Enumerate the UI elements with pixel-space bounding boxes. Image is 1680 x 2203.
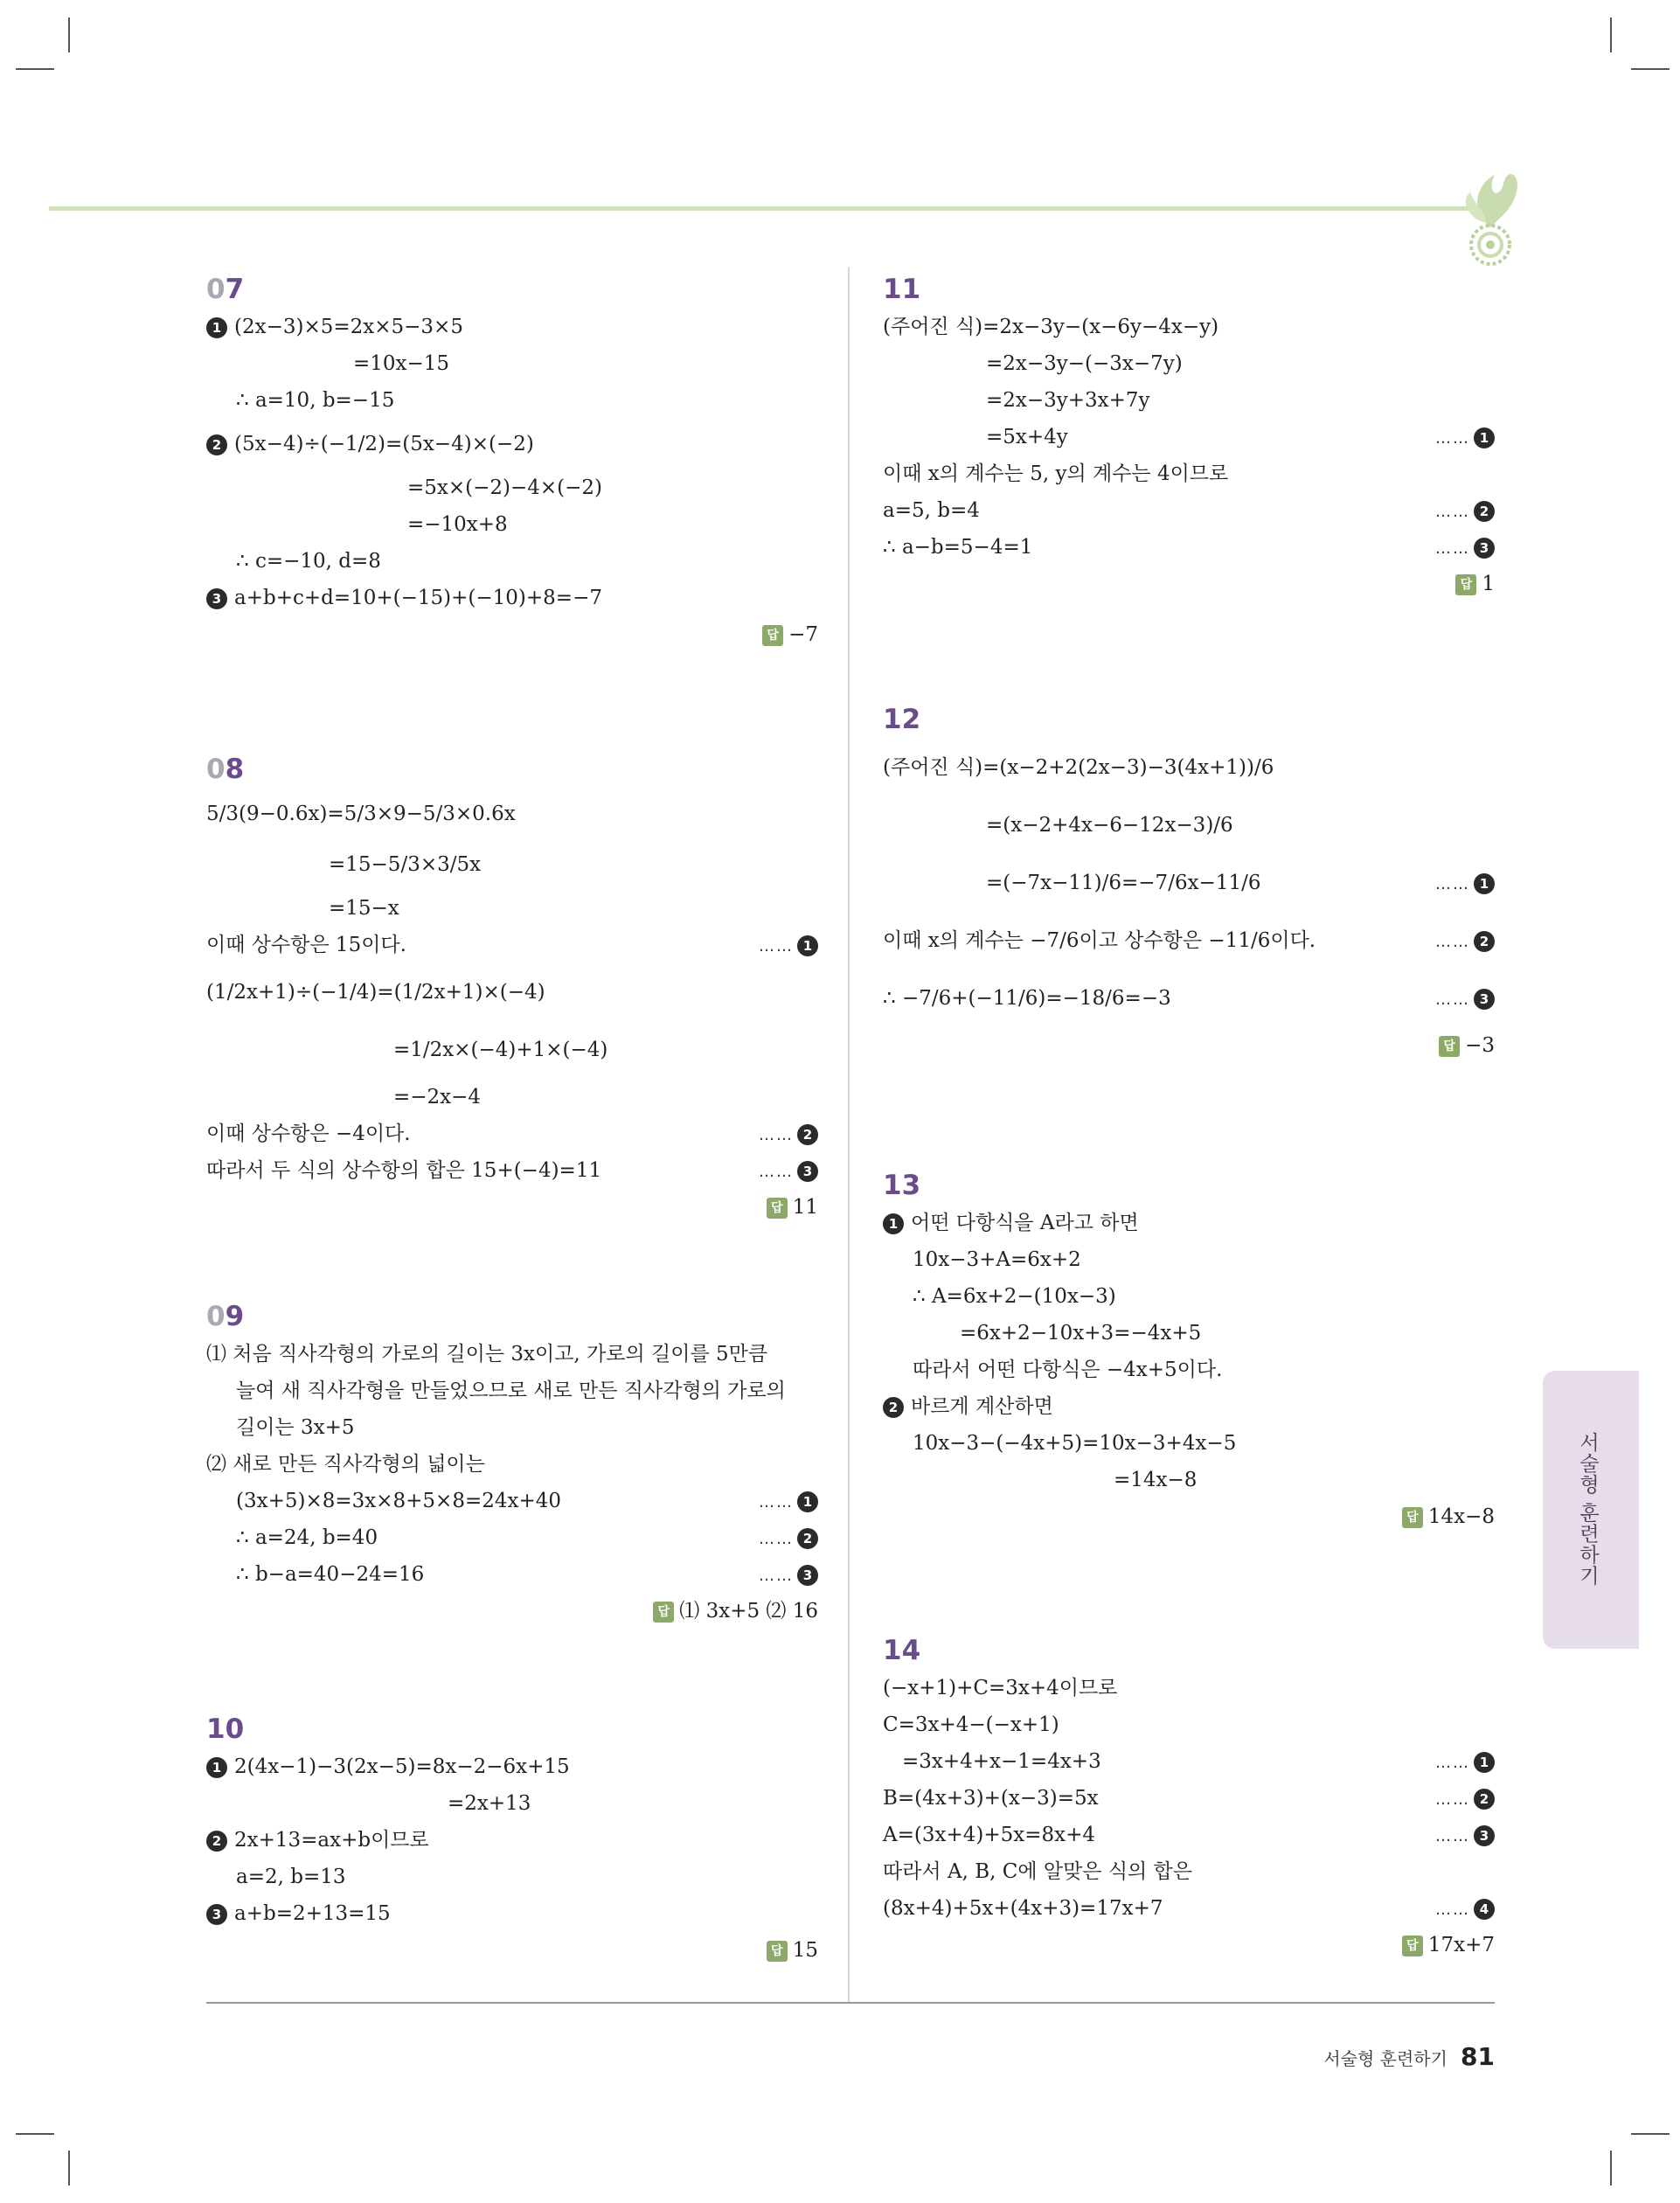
step-3-badge: 3	[797, 1565, 818, 1586]
solution-line: 2 2x+13=ax+b이므로	[206, 1822, 818, 1859]
answer-line: 답 1	[883, 566, 1495, 602]
solution-line: 1 (2x−3)×5=2x×5−3×5	[206, 309, 818, 345]
solution-line: 늘여 새 직사각형을 만들었으므로 새로 만든 직사각형의 가로의	[236, 1379, 786, 1402]
solution-line: =2x−3y+3x+7y	[986, 389, 1150, 412]
answer-line: 답 11	[206, 1189, 818, 1226]
solution-line: 따라서 A, B, C에 알맞은 식의 합은	[883, 1860, 1192, 1883]
footer-title: 서술형 훈련하기	[1323, 2048, 1447, 2069]
solution-line: =15−x	[329, 897, 399, 920]
solution-line: 1 2(4x−1)−3(2x−5)=8x−2−6x+15	[206, 1748, 818, 1785]
step-1-badge: 1	[206, 317, 227, 338]
solution-line: =3x+4+x−1=4x+3 …… 1	[883, 1743, 1495, 1780]
step-2-badge: 2	[797, 1124, 818, 1145]
step-3-badge: 3	[206, 588, 227, 609]
crop-mark	[16, 2133, 54, 2135]
step-1-badge: 1	[797, 1491, 818, 1512]
header-rule	[49, 206, 1482, 211]
solution-line: ⑵ 새로 만든 직사각형의 넓이는	[206, 1453, 485, 1476]
step-1-badge: 1	[797, 935, 818, 956]
solution-line: 3 a+b+c+d=10+(−15)+(−10)+8=−7	[206, 580, 818, 616]
solution-line: ∴ a=10, b=−15	[236, 389, 395, 412]
answer-badge: 답	[767, 1198, 788, 1219]
solution-line: a=2, b=13	[236, 1866, 346, 1888]
solution-line: (8x+4)+5x+(4x+3)=17x+7 …… 4	[883, 1890, 1495, 1927]
solution-line: ∴ b−a=40−24=16 …… 3	[206, 1556, 818, 1593]
step-2-badge: 2	[1474, 931, 1495, 952]
solution-line: 따라서 두 식의 상수항의 합은 15+(−4)=11 …… 3	[206, 1152, 818, 1189]
problem-number: 08	[206, 754, 245, 785]
step-2-badge: 2	[1474, 501, 1495, 522]
solution-line: ∴ c=−10, d=8	[236, 550, 381, 573]
solution-line: =6x+2−10x+3=−4x+5	[960, 1322, 1202, 1345]
step-3-badge: 3	[797, 1161, 818, 1182]
footer-rule	[206, 2002, 1495, 2004]
solution-line: 길이는 3x+5	[236, 1416, 355, 1439]
problem-number: 07	[206, 274, 245, 305]
solution-line: (주어진 식)=2x−3y−(x−6y−4x−y)	[883, 316, 1219, 338]
solution-line: (−x+1)+C=3x+4이므로	[883, 1677, 1118, 1699]
answer-badge: 답	[653, 1602, 674, 1623]
solution-line: =2x+13	[448, 1792, 531, 1815]
solution-line: ∴ a=24, b=40 …… 2	[206, 1519, 818, 1556]
section-tab-label: 서술형 훈련하기	[1576, 1432, 1599, 1587]
solution-line: 2 (5x−4)÷(−1/2)=(5x−4)×(−2)	[206, 419, 818, 469]
answer-badge: 답	[1455, 574, 1476, 595]
solution-line: (3x+5)×8=3x×8+5×8=24x+40 …… 1	[206, 1483, 818, 1519]
solution-line: 이때 상수항은 15이다. …… 1	[206, 927, 818, 963]
solution-line: =−2x−4	[393, 1086, 482, 1108]
solution-line: 이때 x의 계수는 −7/6이고 상수항은 −11/6이다. …… 2	[883, 912, 1495, 969]
step-1-badge: 1	[206, 1757, 227, 1778]
step-2-badge: 2	[206, 1831, 227, 1852]
problem-14	[883, 1635, 1495, 1963]
crop-mark	[1631, 2133, 1670, 2135]
step-3-badge: 3	[206, 1904, 227, 1925]
solution-line: =(−7x−11)/6=−7/6x−11/6 …… 1	[883, 854, 1495, 912]
problem-11	[883, 274, 1495, 602]
page-number: 81	[1461, 2042, 1495, 2071]
solution-line: 이때 x의 계수는 5, y의 계수는 4이므로	[883, 462, 1229, 485]
crop-mark	[68, 17, 70, 52]
solution-line: A=(3x+4)+5x=8x+4 …… 3	[883, 1817, 1495, 1853]
answer-line: 답 14x−8	[883, 1498, 1495, 1535]
solution-line: =10x−15	[353, 352, 450, 375]
step-1-badge: 1	[1474, 427, 1495, 448]
solution-line: =14x−8	[1114, 1469, 1198, 1491]
answer-line: 답 −7	[206, 616, 818, 653]
solution-line: =5x+4y …… 1	[883, 419, 1495, 455]
solution-line: =(x−2+4x−6−12x−3)/6	[986, 814, 1233, 837]
problem-08	[206, 754, 818, 1226]
column-divider	[848, 267, 850, 2002]
problem-number: 11	[883, 274, 921, 305]
answer-badge: 답	[1402, 1935, 1423, 1956]
solution-line: 이때 상수항은 −4이다. …… 2	[206, 1115, 818, 1152]
crop-mark	[1610, 2151, 1612, 2186]
problem-number: 14	[883, 1635, 921, 1666]
crop-mark	[68, 2151, 70, 2186]
step-3-badge: 3	[1474, 989, 1495, 1010]
problem-number: 10	[206, 1713, 245, 1745]
step-2-badge: 2	[797, 1528, 818, 1549]
crop-mark	[1631, 68, 1670, 70]
problem-07	[206, 274, 818, 653]
answer-line: 답 15	[206, 1932, 818, 1969]
step-1-badge: 1	[1474, 873, 1495, 894]
solution-line: =5x×(−2)−4×(−2)	[407, 476, 603, 499]
answer-badge: 답	[762, 625, 783, 646]
solution-line: 10x−3+A=6x+2	[913, 1248, 1081, 1271]
solution-line: =−10x+8	[407, 513, 508, 536]
problem-12	[883, 704, 1495, 1064]
solution-line: 따라서 어떤 다항식은 −4x+5이다.	[913, 1359, 1223, 1381]
answer-line: 답 ⑴ 3x+5 ⑵ 16	[206, 1593, 818, 1630]
step-3-badge: 3	[1474, 538, 1495, 559]
crop-mark	[1610, 17, 1612, 52]
solution-line: ∴ A=6x+2−(10x−3)	[913, 1285, 1116, 1308]
solution-line: 10x−3−(−4x+5)=10x−3+4x−5	[913, 1432, 1237, 1455]
step-2-badge: 2	[206, 434, 227, 455]
solution-line: ∴ −7/6+(−11/6)=−18/6=−3 …… 3	[883, 969, 1495, 1027]
problem-09	[206, 1301, 818, 1630]
solution-line: 2 바르게 계산하면	[883, 1388, 1495, 1425]
problem-number: 09	[206, 1301, 245, 1332]
solution-line: (주어진 식)=(x−2+2(2x−3)−3(4x+1))/6	[883, 756, 1274, 779]
crop-mark	[16, 68, 54, 70]
answer-line: 답 17x+7	[883, 1927, 1495, 1963]
problem-13	[883, 1170, 1495, 1535]
solution-line: 3 a+b=2+13=15	[206, 1895, 818, 1932]
step-1-badge: 1	[1474, 1752, 1495, 1773]
problem-number: 12	[883, 704, 921, 735]
answer-line: 답 −3	[883, 1027, 1495, 1064]
problem-number: 13	[883, 1170, 921, 1201]
solution-line: B=(4x+3)+(x−3)=5x …… 2	[883, 1780, 1495, 1817]
solution-line: (1/2x+1)÷(−1/4)=(1/2x+1)×(−4)	[206, 981, 545, 1004]
problem-10	[206, 1713, 818, 1969]
solution-line: ∴ a−b=5−4=1 …… 3	[883, 529, 1495, 566]
solution-line: =2x−3y−(−3x−7y)	[986, 352, 1183, 375]
solution-line: 5/3(9−0.6x)=5/3×9−5/3×0.6x	[206, 803, 516, 825]
leaf-ornament-icon	[1451, 149, 1530, 271]
step-2-badge: 2	[1474, 1789, 1495, 1810]
step-1-badge: 1	[883, 1213, 904, 1234]
solution-line: a=5, b=4 …… 2	[883, 492, 1495, 529]
solution-line: =1/2x×(−4)+1×(−4)	[393, 1039, 608, 1061]
solution-line: ⑴ 처음 직사각형의 가로의 길이는 3x이고, 가로의 길이를 5만큼	[206, 1343, 768, 1366]
answer-badge: 답	[767, 1941, 788, 1962]
section-tab	[1543, 1371, 1639, 1649]
answer-badge: 답	[1402, 1507, 1423, 1528]
page-footer	[1323, 2042, 1495, 2071]
step-4-badge: 4	[1474, 1899, 1495, 1920]
step-3-badge: 3	[1474, 1825, 1495, 1846]
solution-line: 1 어떤 다항식을 A라고 하면	[883, 1205, 1495, 1241]
step-2-badge: 2	[883, 1397, 904, 1418]
answer-badge: 답	[1439, 1036, 1460, 1057]
solution-line: =15−5/3×3/5x	[329, 853, 482, 876]
solution-line: C=3x+4−(−x+1)	[883, 1713, 1059, 1736]
